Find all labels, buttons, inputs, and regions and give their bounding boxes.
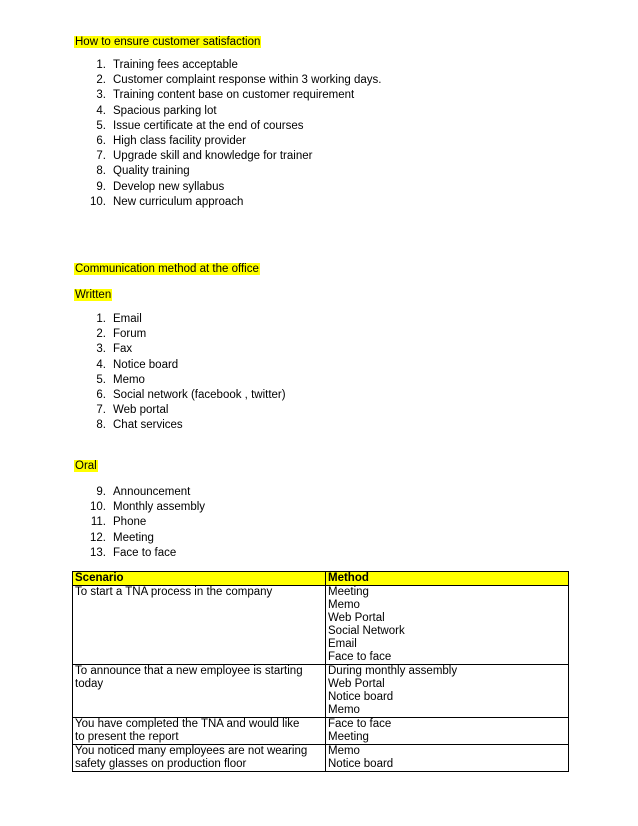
list-item-text: Memo bbox=[113, 373, 145, 386]
list-item-text: Training fees acceptable bbox=[113, 59, 238, 71]
list-item-number: 7. bbox=[96, 150, 106, 163]
list-item-text: High class facility provider bbox=[113, 134, 246, 147]
list-item-number: 2. bbox=[96, 328, 106, 341]
list-item-number: 10. bbox=[90, 501, 106, 514]
list-item-text: Spacious parking lot bbox=[113, 104, 217, 117]
list-item-number: 11. bbox=[90, 516, 106, 529]
list-item-text: New curriculum approach bbox=[113, 195, 244, 208]
list-item-text: Social network (facebook , twitter) bbox=[113, 388, 286, 401]
list-item-text: Phone bbox=[113, 516, 147, 529]
list-item-number: 9. bbox=[96, 180, 106, 193]
list-item-number: 13. bbox=[90, 546, 106, 559]
list-item-text: Issue certificate at the end of courses bbox=[113, 119, 304, 132]
method-cell-line: Face to face bbox=[328, 651, 392, 663]
header-scenario: Scenario bbox=[73, 572, 326, 586]
list-item-text: Develop new syllabus bbox=[113, 180, 225, 193]
scenario-cell-line: You noticed many employees are not wearing bbox=[75, 745, 308, 757]
scenario-cell-line: today bbox=[75, 678, 104, 690]
table-row bbox=[73, 745, 569, 772]
list-item-text: Web portal bbox=[113, 404, 169, 417]
list-item-number: 6. bbox=[96, 388, 106, 401]
method-cell-line: Notice board bbox=[328, 691, 394, 703]
method-cell-line: During monthly assembly bbox=[328, 665, 458, 677]
list-item-number: 8. bbox=[96, 419, 106, 432]
list-item-number: 12. bbox=[90, 531, 106, 544]
oral-heading: Oral bbox=[75, 460, 97, 472]
method-cell-line: Web Portal bbox=[328, 678, 385, 690]
method-cell-line: Email bbox=[328, 638, 357, 650]
table-row bbox=[73, 665, 569, 718]
scenario-cell bbox=[73, 745, 326, 772]
list-item-number: 8. bbox=[96, 165, 106, 178]
list-item-text: Upgrade skill and knowledge for trainer bbox=[113, 150, 313, 163]
table-header-row bbox=[73, 572, 569, 586]
header-method: Method bbox=[326, 572, 569, 586]
list-item-text: Chat services bbox=[113, 419, 183, 432]
list-item-text: Monthly assembly bbox=[113, 501, 206, 514]
scenario-cell-line: to present the report bbox=[75, 731, 179, 743]
list-item-text: Email bbox=[113, 313, 142, 325]
table-body bbox=[73, 586, 569, 772]
table-row bbox=[73, 586, 569, 665]
list-item-text: Meeting bbox=[113, 531, 154, 544]
method-cell-line: Social Network bbox=[328, 625, 405, 637]
method-cell-line: Memo bbox=[328, 704, 360, 716]
list-item-number: 6. bbox=[96, 134, 106, 147]
list-item-number: 4. bbox=[96, 358, 106, 371]
communication-heading: Communication method at the office bbox=[75, 263, 259, 275]
method-cell-line: Notice board bbox=[328, 758, 394, 770]
list-item-number: 7. bbox=[96, 404, 106, 417]
list-item-text: Forum bbox=[113, 328, 147, 341]
list-item-number: 5. bbox=[96, 373, 106, 386]
list-item-number: 3. bbox=[96, 343, 106, 356]
list-item-text: Notice board bbox=[113, 358, 179, 371]
list-item-text: Customer complaint response within 3 working days. bbox=[113, 74, 382, 87]
method-cell bbox=[326, 745, 569, 772]
list-item-number: 9. bbox=[96, 486, 106, 498]
list-item-number: 5. bbox=[96, 119, 106, 132]
method-cell bbox=[326, 665, 569, 718]
list-item-number: 3. bbox=[96, 89, 106, 102]
written-heading: Written bbox=[75, 289, 112, 301]
list-item-number: 1. bbox=[96, 59, 106, 71]
list-item-text: Announcement bbox=[113, 486, 191, 498]
list-item-number: 1. bbox=[96, 313, 106, 325]
list-item-number: 4. bbox=[96, 104, 106, 117]
list-item-number: 10. bbox=[90, 195, 106, 208]
list-item-text: Training content base on customer requirement bbox=[113, 89, 355, 102]
list-item-number: 2. bbox=[96, 74, 106, 87]
scenario-cell-line: To start a TNA process in the company bbox=[75, 586, 273, 598]
scenario-method-table bbox=[72, 571, 569, 772]
scenario-cell-line: You have completed the TNA and would like bbox=[75, 718, 300, 730]
satisfaction-heading: How to ensure customer satisfaction bbox=[75, 36, 261, 48]
method-cell-line: Memo bbox=[328, 745, 360, 757]
list-item-text: Face to face bbox=[113, 546, 177, 559]
method-cell-line: Web Portal bbox=[328, 612, 385, 624]
scenario-cell bbox=[73, 718, 326, 745]
method-cell-line: Memo bbox=[328, 599, 360, 611]
scenario-cell-line: To announce that a new employee is starting bbox=[75, 665, 303, 677]
scenario-cell bbox=[73, 665, 326, 718]
table-row bbox=[73, 718, 569, 745]
method-cell-line: Face to face bbox=[328, 718, 392, 730]
scenario-cell-line: safety glasses on production floor bbox=[75, 758, 247, 770]
list-item-text: Fax bbox=[113, 343, 133, 356]
method-cell bbox=[326, 718, 569, 745]
method-cell bbox=[326, 586, 569, 665]
list-item-text: Quality training bbox=[113, 165, 190, 178]
method-cell-line: Meeting bbox=[328, 731, 369, 743]
scenario-cell bbox=[73, 586, 326, 665]
method-cell-line: Meeting bbox=[328, 586, 369, 598]
